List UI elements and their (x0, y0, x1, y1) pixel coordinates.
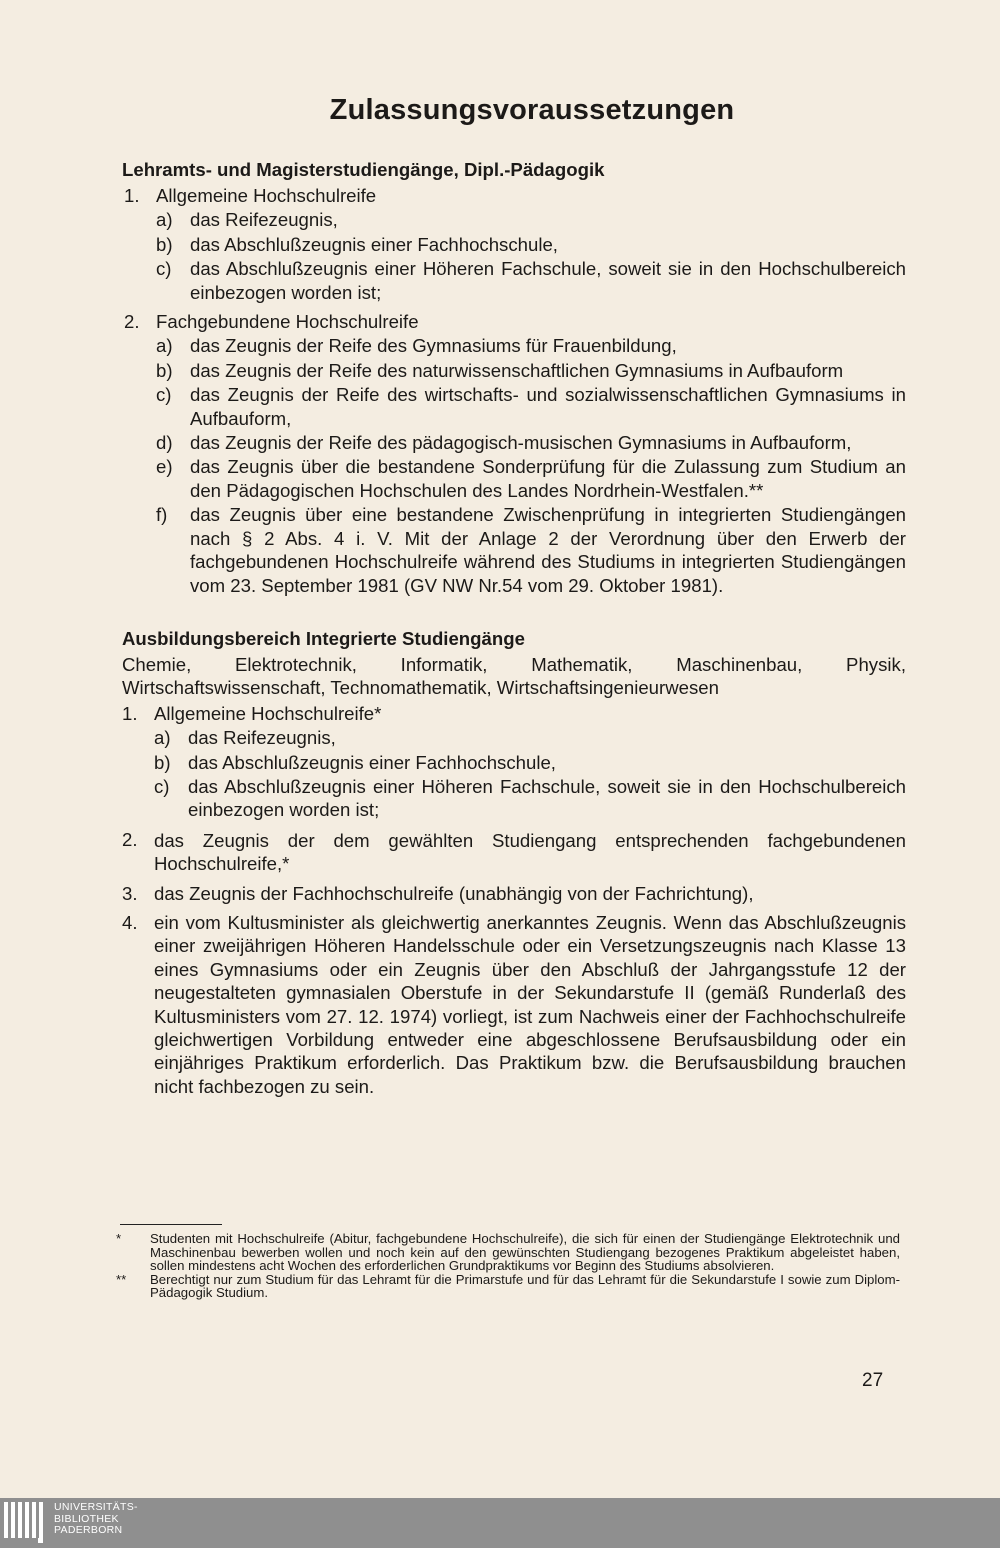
item-label: Allgemeine Hochschulreife (156, 185, 377, 206)
list-item (122, 911, 906, 1098)
item-text: das Zeugnis der dem gewählten Studiengang entsprechenden fachgebundenen Hochschulreife,* (154, 829, 906, 875)
sub-item: c) das Abschlußzeugnis einer Höheren Fachschule, soweit sie in den Hochschulbereich einbezogen worden ist; (156, 258, 906, 303)
item-number: 2. (124, 311, 140, 333)
section1-list (122, 184, 906, 597)
item-text: das Zeugnis der Fachhochschulreife (unabhängig von der Fachrichtung), (154, 882, 754, 904)
item-number: 2. (122, 828, 138, 850)
footnote-text: Studenten mit Hochschulreife (Abitur, fachgebundene Hochschulreife), die sich für einen der Studiengänge Elektrotechnik und Maschinenbau bewerben wollen und noch kein auf den gewünschten Studiengang bezogenes Praktikum abgeleistet haben, sollen mindestens acht Wochen des erforderlichen Grundpraktikums vor Beginn des Studiums absolvieren. (150, 1231, 900, 1274)
library-line2: BIBLIOTHEK (54, 1512, 119, 1525)
sub-item: a) das Zeugnis der Reife des Gymnasiums für Frauenbildung, (156, 335, 677, 357)
list-item (124, 310, 906, 597)
section1-heading: Lehramts- und Magisterstudiengänge, Dipl.-Pädagogik (122, 159, 605, 180)
item-number: 4. (122, 911, 138, 933)
item-label: Fachgebundene Hochschulreife (156, 311, 419, 333)
item-number: 3. (122, 882, 138, 904)
item-number: 1. (122, 702, 138, 724)
item-label: Allgemeine Hochschulreife* (154, 702, 382, 724)
sub-item: a) das Reifezeugnis, (154, 727, 336, 749)
footnote-mark: ** (116, 1271, 127, 1287)
list-item (122, 828, 906, 876)
sub-item: c) das Zeugnis der Reife des wirtschafts- und sozialwissenschaftlichen Gymnasiums in Aufbauform, (156, 384, 906, 429)
sub-item: c) das Abschlußzeugnis einer Höheren Fachschule, soweit sie in den Hochschulbereich einbezogen worden ist; (154, 775, 906, 821)
sub-item: f) das Zeugnis über eine bestandene Zwischenprüfung in integrierten Studiengängen nach § 2 Abs. 4 i. V. Mit der Anlage 2 der Verordnung über den Erwerb der fachgebundenen Hochschulreife während des Studiums in integrierten Studiengängen vom 23. September 1981 (GV NW Nr.54 vom 29. Oktober 1981). (156, 504, 906, 596)
list-item (122, 882, 906, 905)
sub-item: a) das Reifezeugnis, (156, 209, 338, 231)
sub-item: b) das Abschlußzeugnis einer Fachhochschule, (156, 233, 558, 255)
item-number: 1. (124, 185, 140, 206)
sub-item: e) das Zeugnis über die bestandene Sonderprüfung für die Zulassung zum Studium an den Pädagogischen Hochschulen des Landes Nordrhein-Westfalen.** (156, 456, 906, 501)
footnote-separator (120, 1224, 222, 1225)
section2-list (122, 702, 906, 1099)
library-line1: UNIVERSITÄTS- (54, 1501, 138, 1513)
library-line3: PADERBORN (54, 1524, 123, 1536)
footnote-mark: * (116, 1231, 122, 1246)
library-footer-bar (0, 1498, 1000, 1548)
sub-item: d) das Zeugnis der Reife des pädagogisch-musischen Gymnasiums in Aufbauform, (156, 432, 852, 454)
footnote (116, 1273, 900, 1300)
list-item (122, 702, 906, 822)
main-content (122, 158, 906, 1098)
sub-item: b) das Zeugnis der Reife des naturwissenschaftlichen Gymnasiums in Aufbauform (156, 359, 844, 381)
footnote-text: Berechtigt nur zum Studium für das Lehramt für die Primarstufe und für das Lehramt für die Sekundarstufe I sowie zum Diplom-Pädagogik Studium. (150, 1271, 900, 1301)
list-item (124, 184, 906, 304)
footnotes (116, 1232, 900, 1300)
page-title: Zulassungsvoraussetzungen (329, 94, 735, 126)
library-name (54, 1502, 138, 1537)
footnote (116, 1232, 900, 1273)
section2-heading: Ausbildungsbereich Integrierte Studiengänge (122, 627, 525, 649)
item-text: ein vom Kultusminister als gleichwertig anerkanntes Zeugnis. Wenn das Abschlußzeugnis einer zweijährigen Höheren Handelsschule oder ein Versetzungszeugnis nach Klasse 13 eines Gymnasiums oder ein Zeugnis über den Abschluß der Jahrgangsstufe 12 der neugestalteten gymnasialen Oberstufe in der Sekundarstufe II (gemäß Runderlaß des Kultusministers vom 27. 12. 1974) vorliegt, ist zum Nachweis einer der Fachhochschulreife gleichwertigen Vorbildung entweder eine abgeschlossene Berufsausbildung oder ein einjähriges Praktikum erforderlich. Das Praktikum bzw. die Berufsausbildung brauchen nicht fachbezogen zu sein. (154, 911, 906, 1097)
section2-intro: Chemie, Elektrotechnik, Informatik, Mathematik, Maschinenbau, Physik, Wirtschaftswissenschaft, Technomathematik, Wirtschaftsingenieurwesen (122, 653, 906, 699)
sub-item: b) das Abschlußzeugnis einer Fachhochschule, (154, 751, 556, 773)
logo-dot-icon (38, 1538, 43, 1543)
page-number: 27 (862, 1370, 884, 1391)
